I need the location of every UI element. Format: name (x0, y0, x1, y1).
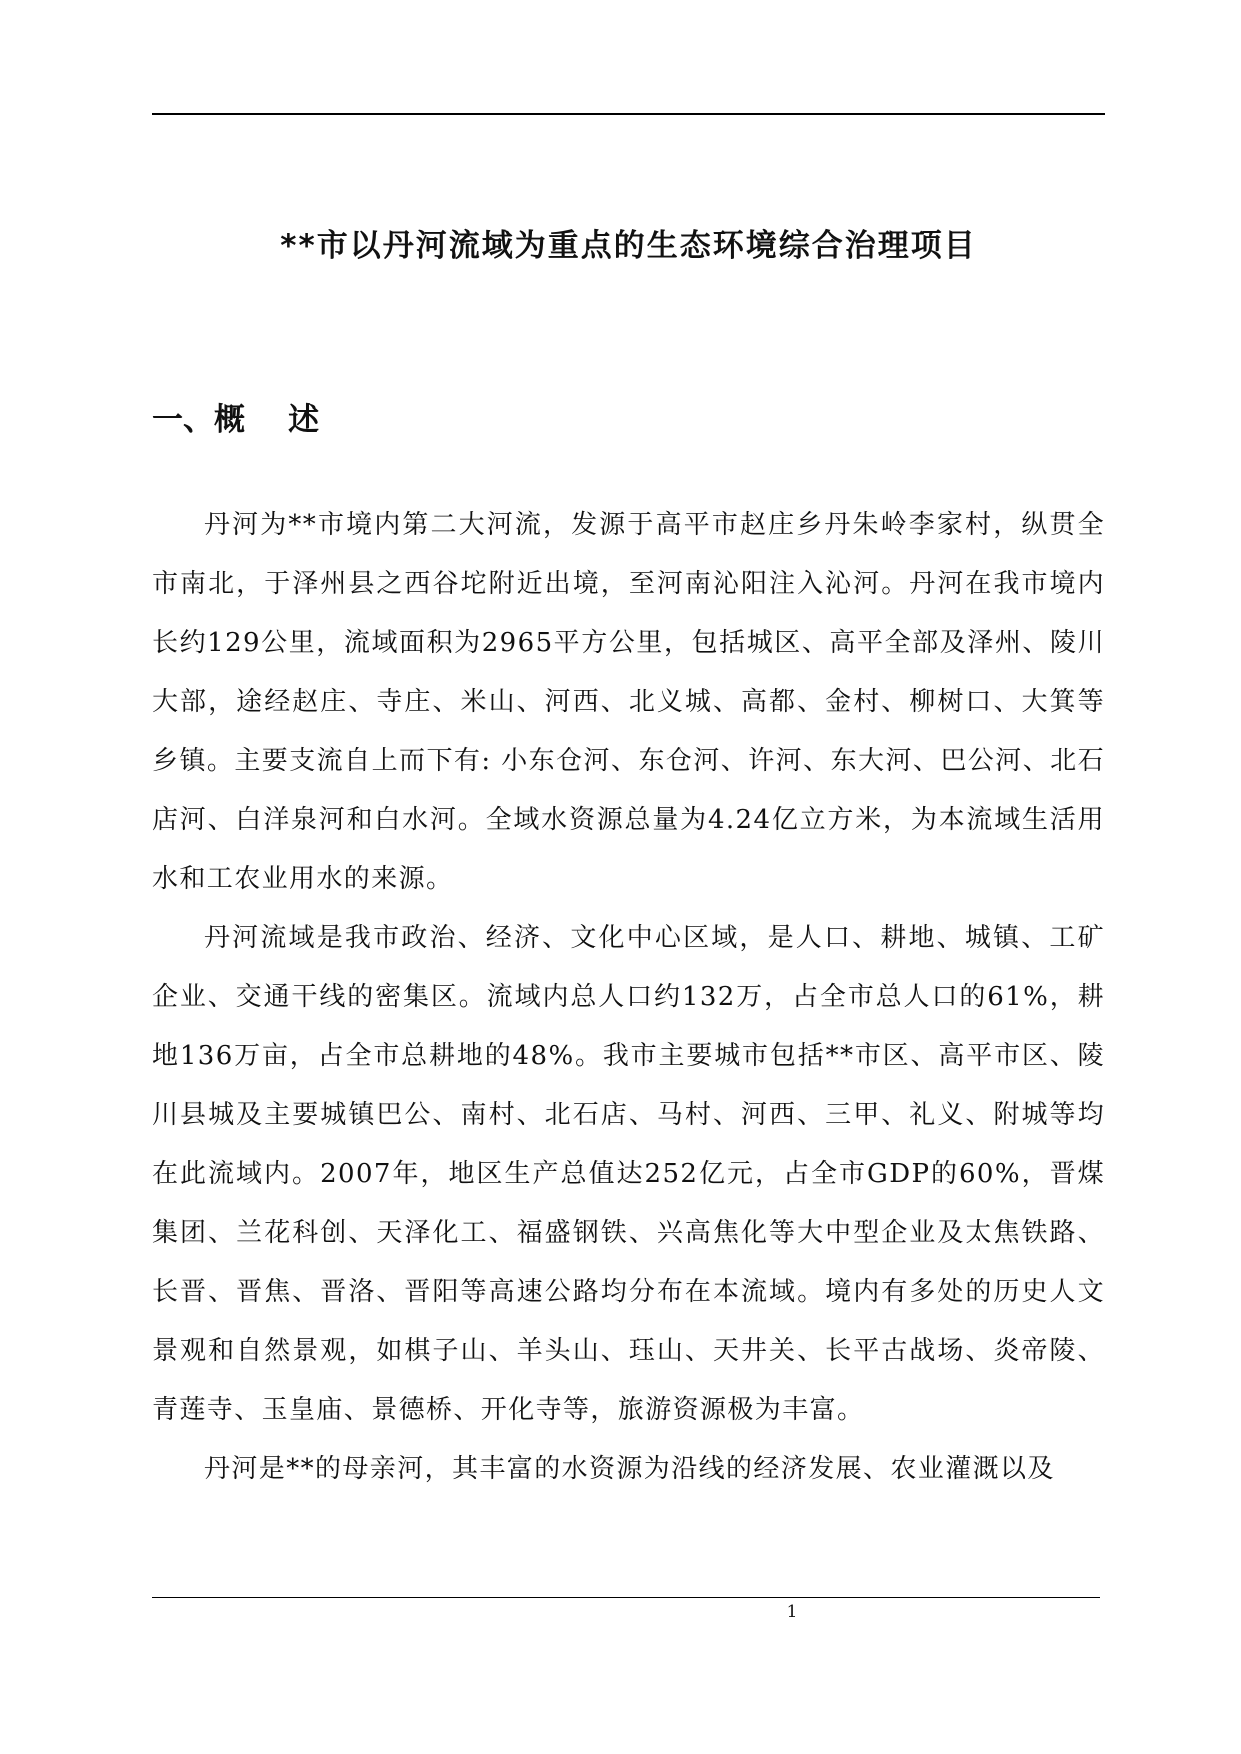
footer-rule (152, 1597, 1100, 1598)
paragraph: 丹河流域是我市政治、经济、文化中心区域，是人口、耕地、城镇、工矿企业、交通干线的密集区。流域内总人口约132万，占全市总人口的61%，耕地136万亩，占全市总耕地的48%。我市主要城市包括**市区、高平市区、陵川县城及主要城镇巴公、南村、北石店、马村、河西、三甲、礼义、附城等均在此流域内。2007年，地区生产总值达252亿元，占全市GDP的60%，晋煤集团、兰花科创、天泽化工、福盛钢铁、兴高焦化等大中型企业及太焦铁路、长晋、晋焦、晋洛、晋阳等高速公路均分布在本流域。境内有多处的历史人文景观和自然景观，如棋子山、羊头山、珏山、天井关、长平古战场、炎帝陵、青莲寺、玉皇庙、景德桥、开化寺等，旅游资源极为丰富。 (152, 923, 1105, 1425)
document-title: **市以丹河流域为重点的生态环境综合治理项目 (280, 228, 977, 264)
section-heading: 一、概 述 (152, 402, 320, 438)
body-text (152, 496, 1105, 1499)
paragraph: 丹河是**的母亲河，其丰富的水资源为沿线的经济发展、农业灌溉以及 (204, 1454, 1055, 1484)
header-rule (152, 113, 1105, 115)
page-number: 1 (786, 1602, 798, 1622)
paragraph: 丹河为**市境内第二大河流，发源于高平市赵庄乡丹朱岭李家村，纵贯全市南北，于泽州县之西谷坨附近出境，至河南沁阳注入沁河。丹河在我市境内长约129公里，流域面积为2965平方公里，包括城区、高平全部及泽州、陵川大部，途经赵庄、寺庄、米山、河西、北义城、高都、金村、柳树口、大箕等乡镇。主要支流自上而下有: 小东仓河、东仓河、许河、东大河、巴公河、北石店河、白洋泉河和白水河。全域水资源总量为4.24亿立方米，为本流域生活用水和工农业用水的来源。 (152, 510, 1105, 894)
